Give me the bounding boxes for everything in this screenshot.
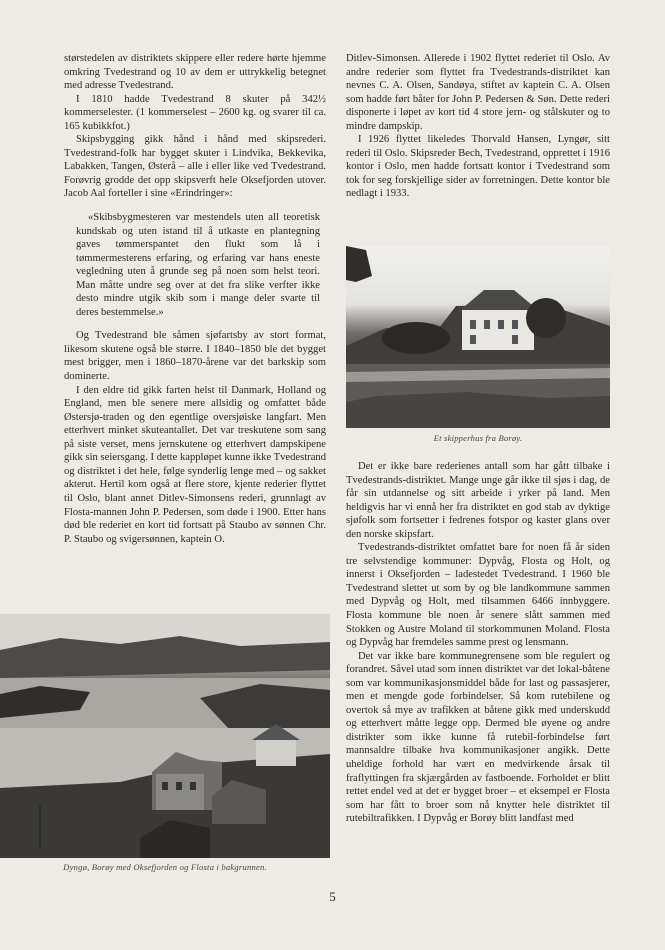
page-number: 5 <box>329 889 336 904</box>
paragraph: Det var ikke bare kommunegrensene som ble regulert og forandret. Såvel utad som innen distriktet var det lokal-båtene som var kommunikasjonsmiddel både for last og passasjerer, men et mengde gode forbindelser. Så kom rutebilene og overtok så mye av trafikken at båtene gikk med underskudd og etterhvert måtte legge opp. Dermed ble øyene og andre distrikter som ikke kunne få rutebil-forbindelse ført mannsaldre tilbake hva kommunikasjoner angikk. Dette uheldige forhold har vært en medvirkende årsak til fraflyttingen fra skjærgården av fastboende. Forholdet er blitt rettet endel ved at det er bygget broer – et eksempel er Flosta som har fått to broer som nå knytter hele distriktet til rutebiltrafikken. I Dypvåg er Borøy blitt landfast med <box>346 650 610 825</box>
photo-caption: Dyngø, Borøy med Oksefjorden og Flosta i bakgrunnen. <box>63 862 267 872</box>
paragraph: størstedelen av distriktets skippere eller redere hørte hjemme omkring Tvedestrand og 10 av dem er uttrykkelig betegnet med adresse Tvedestrand. <box>64 53 326 92</box>
block-quote: «Skibsbygmesteren var mestendels uten all teoretisk kundskab og uten istand til å utkaste en plantegning gaves tømmerspantet den flukt som lå i tømmermesterens erfaring, og erfaring var hans eneste vegledning uten å grunde seg på noen som helst teori. Man måtte undre seg over at det fra slike verfter ikke desto mindre utgik skib som i mange deler svarte til deres bestemmelse.» <box>76 212 320 318</box>
paragraph: I 1926 flyttet likeledes Thorvald Hansen, Lyngør, sitt rederi til Oslo. Skipsreder Bech, Tvedestrand, opprettet i 1916 kontor i Oslo, men hadde fortsatt kontor i Tvedestrand som tok for seg forskjellige sider av forretningen. Dette kontor ble nedlagt i 1933. <box>346 134 610 200</box>
photo-caption: Et skipperhus fra Borøy. <box>433 433 523 443</box>
paragraph: Og Tvedestrand ble såmen sjøfartsby av stort format, likesom skutene også ble større. I 1840–1850 ble det bygget mest brigger, men i 1860–1870-årene var det barkskip som dominerte. <box>64 330 326 383</box>
paragraph: Det er ikke bare rederienes antall som har gått tilbake i Tvedestrands-distriktet. Mange unge går ikke til sjøs i dag, de får sin utdannelse og sitt arbeide i yrker på land. Men heldigvis har vi ennå her fra distriktet en god stab av dyktige sjøfolk som fortsetter i fedrenes fotspor og kaster glans over den norske skipsfart. <box>346 461 610 540</box>
paragraph: Skipsbygging gikk hånd i hånd med skipsrederi. Tvedestrand-folk har bygget skuter i Lindvika, Bekkevika, Labakken, Tangen, Østerå – alle i eller like ved Tvedestrand. Forøvrig grodde det opp skipsverft hele Oksefjorden utover. Jacob Aal forteller i sine «Erindringer»: <box>64 134 326 200</box>
paragraph: Tvedestrands-distriktet omfattet bare for noen få år siden tre selvstendige kommuner: Dypvåg, Flosta og Holt, og innerst i Oksefjorden – ladestedet Tvedestrand. I 1960 ble Tvedestrand slettet ut som by og ble landkommune sammen med Dypvåg og Holt, med tilsammen 6466 innbyggere. Flosta kommune ble noen år senere slått sammen med Stokken og Austre Moland til storkommunen Moland. Flosta og Dypvåg har fremdeles samme prest og lensmann. <box>346 542 610 649</box>
paragraph: Ditlev-Simonsen. Allerede i 1902 flyttet rederiet til Oslo. Av andre rederier som flyttet fra Tvedestrands-distriktet kan nevnes C. A. Olsen, Sandøya, stiftet av kaptein C. A. Olsen som hadde ført båter for John P. Pedersen & Søn. Dette rederi disponerte i løpet av kort tid 4 store jern- og stålskuter og to mindre dampskip. <box>346 53 610 132</box>
paragraph: I 1810 hadde Tvedestrand 8 skuter på 342½ kommerselester. (1 kommerselest – 2600 kg. og svarer til ca. 165 kubikkfot.) <box>64 93 326 132</box>
photo-fjord-landscape <box>0 614 330 858</box>
right-column <box>346 52 610 201</box>
right-column-lower <box>346 460 610 826</box>
left-column <box>64 52 326 546</box>
photo-skipper-house <box>346 246 610 428</box>
paragraph: I den eldre tid gikk farten helst til Danmark, Holland og England, men ble senere mere allsidig og omfattet både Østersjø-traden og den egentlige oversjøiske langfart. Men etterhvert minket skuteantallet. Det var treskutene som sang på siste verset, mens jernskutene og etterhvert dampskipene gikk sin seiersgang. I dette kappløpet kunne ikke Tvedestrand og distriktet i det hele, følge synderlig lenge med – og sakket akterut. Hertil kom også at flere store, kjente rederier flyttet til Oslo, blant annet Ditlev-Simonsens rederi, grunnlagt av Flosta-mannen John P. Pedersen, som døde i 1900. Etter hans død ble rederiet en kort tid fortsatt på Staubo av sønnen Chr. P. Staubo og svigersønnen, kaptein O. <box>64 384 326 545</box>
